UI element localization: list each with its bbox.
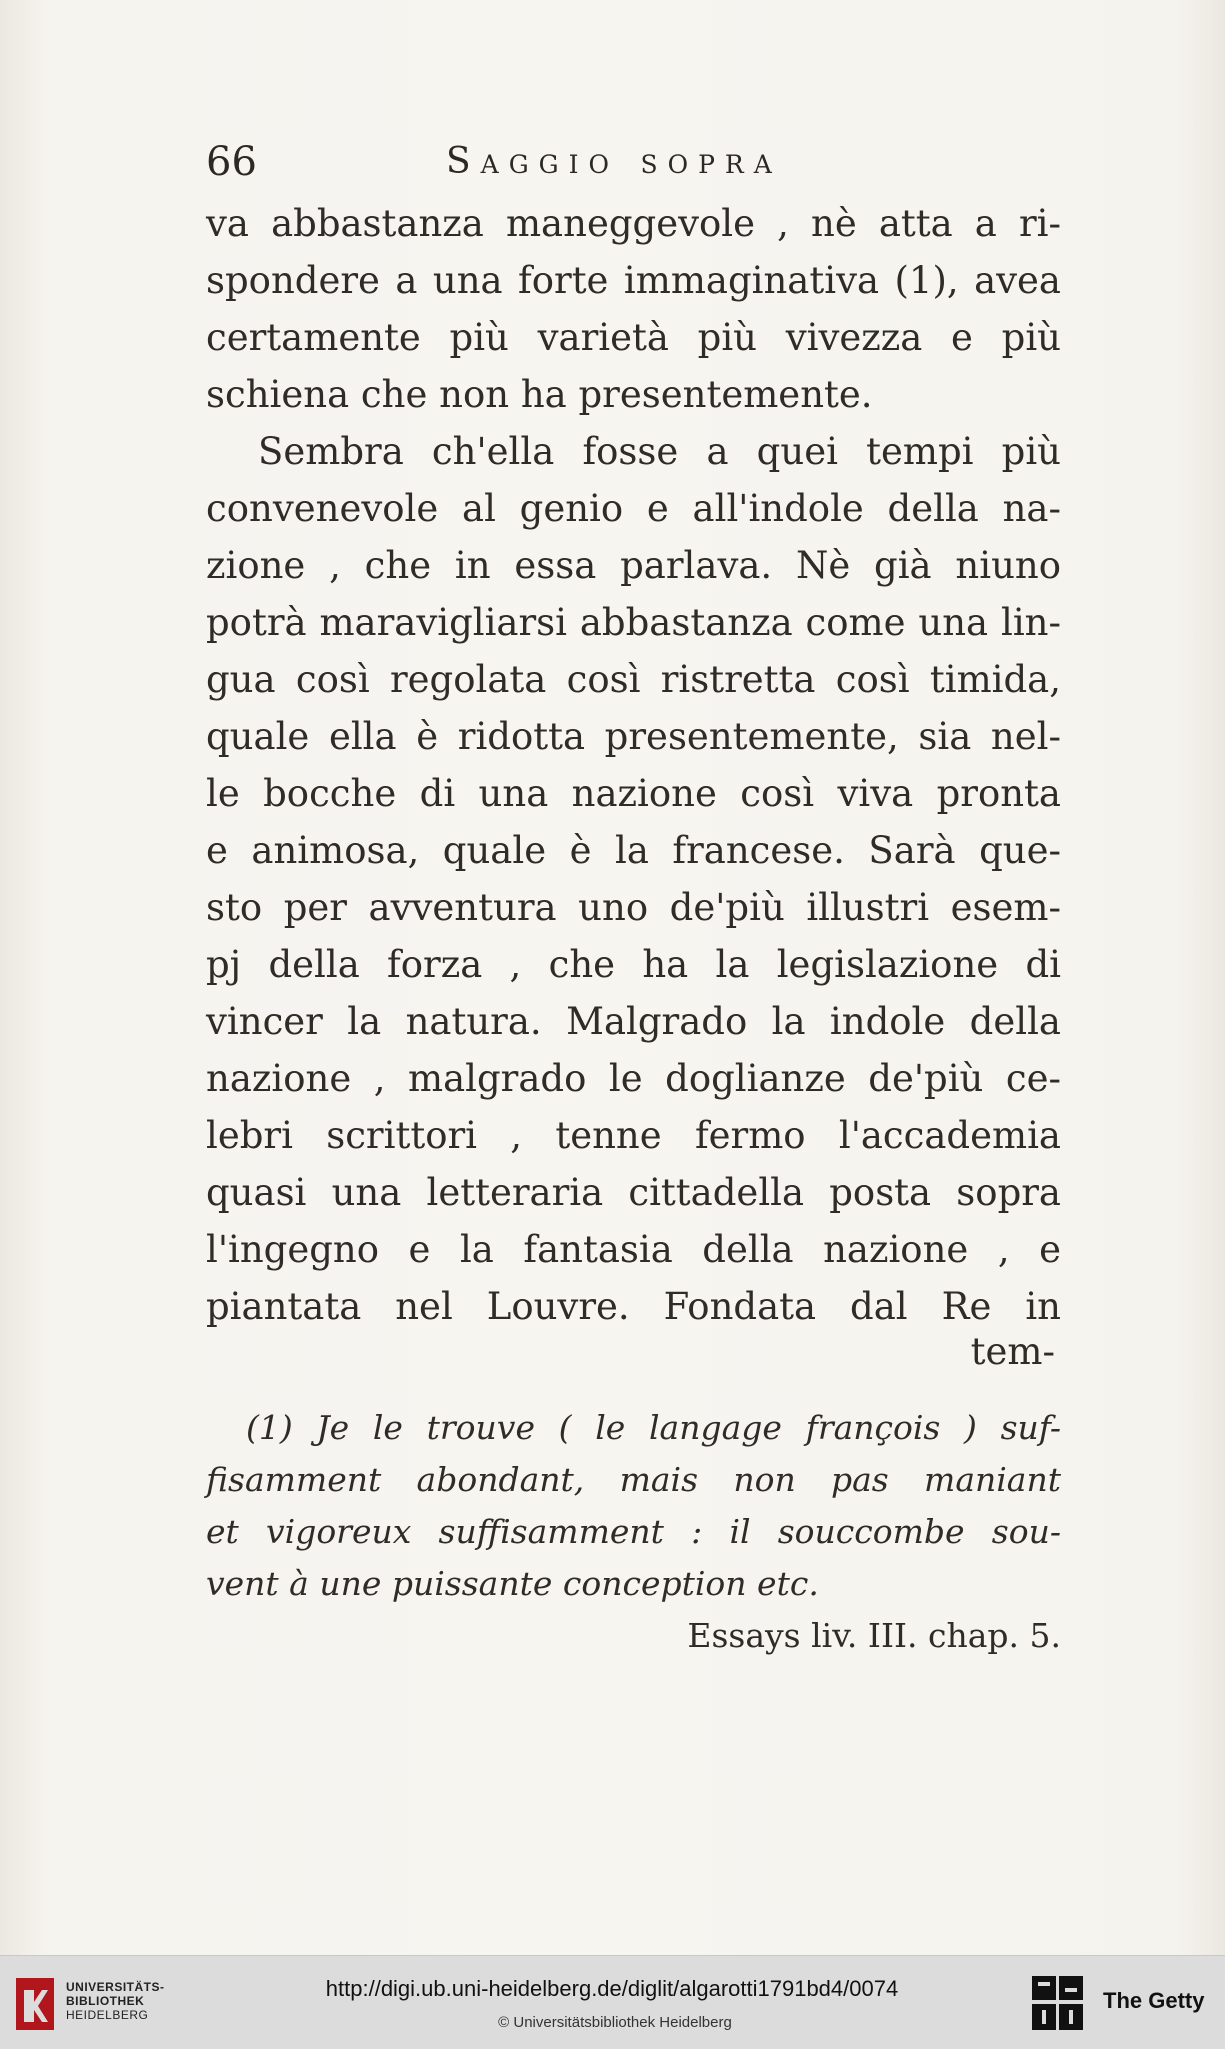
catchword: tem- xyxy=(970,1330,1055,1373)
body-line: vincer la natura. Malgrado la indole della xyxy=(206,1000,1061,1043)
body-line: gua così regolata così ristretta così timida, xyxy=(206,658,1061,701)
body-line: piantata nel Louvre. Fondata dal Re in xyxy=(206,1285,1061,1328)
body-line: spondere a una forte immaginativa (1), avea xyxy=(206,259,1061,302)
getty-logo-icon xyxy=(1030,1974,1085,2032)
body-line: convenevole al genio e all'indole della na- xyxy=(206,487,1061,530)
footnote-line: et vigoreux suffisamment : il souccombe sou- xyxy=(206,1512,1061,1551)
body-text xyxy=(206,195,1061,1335)
body-line: potrà maravigliarsi abbastanza come una lin- xyxy=(206,601,1061,644)
footnote-source: Essays liv. III. chap. 5. xyxy=(687,1616,1061,1655)
running-head xyxy=(206,132,1086,192)
viewer-footer xyxy=(0,1955,1225,2049)
heidelberg-library-logo-icon xyxy=(14,1976,56,2032)
body-line: quasi una letteraria cittadella posta sopra xyxy=(206,1171,1061,1214)
body-line: zione , che in essa parlava. Nè già niuno xyxy=(206,544,1061,587)
footnote-line: vent à une puissante conception etc. xyxy=(206,1564,819,1603)
body-line: pj della forza , che ha la legislazione di xyxy=(206,943,1061,986)
body-line: schiena che non ha presentemente. xyxy=(206,373,873,416)
body-line: l'ingegno e la fantasia della nazione , e xyxy=(206,1228,1061,1271)
body-line: le bocche di una nazione così viva pronta xyxy=(206,772,1061,815)
body-line: nazione , malgrado le doglianze de'più ce- xyxy=(206,1057,1061,1100)
footnote-line: (1) Je le trouve ( le langage françois ) suf- xyxy=(246,1408,1061,1447)
library-name: UNIVERSITÄTS- BIBLIOTHEK HEIDELBERG xyxy=(66,1980,165,2022)
getty-label: The Getty xyxy=(1103,1988,1205,2013)
page-number: 66 xyxy=(206,139,257,185)
copyright-notice: © Universitätsbibliothek Heidelberg xyxy=(498,2014,732,2031)
body-line: quale ella è ridotta presentemente, sia nel- xyxy=(206,715,1061,758)
body-line: certamente più varietà più vivezza e più xyxy=(206,316,1061,359)
body-line: e animosa, quale è la francese. Sarà que- xyxy=(206,829,1061,872)
footnote xyxy=(206,1402,1061,1662)
body-line: sto per avventura uno de'più illustri esem- xyxy=(206,886,1061,929)
permalink-url[interactable]: http://digi.ub.uni-heidelberg.de/diglit/algarotti1791bd4/0074 xyxy=(325,1976,899,2001)
running-title: Saggio sopra xyxy=(446,141,782,182)
body-line: va abbastanza maneggevole , nè atta a ri- xyxy=(206,202,1061,245)
footnote-line: fisamment abondant, mais non pas maniant xyxy=(206,1460,1061,1499)
body-line: Sembra ch'ella fosse a quei tempi più xyxy=(258,430,1061,473)
body-line: lebri scrittori , tenne fermo l'accademia xyxy=(206,1114,1061,1157)
